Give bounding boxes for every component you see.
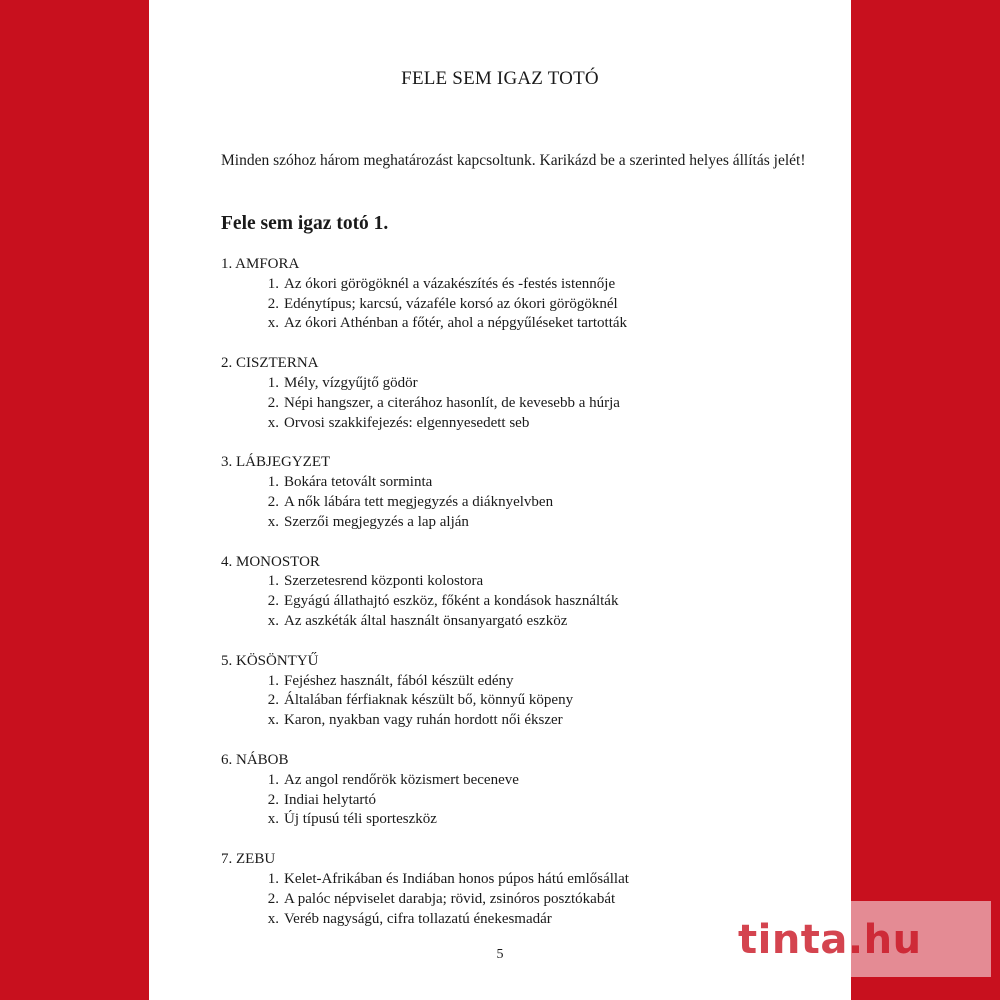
option-text: Az ókori görögöknél a vázakészítés és -festés istennője xyxy=(284,275,616,292)
question-item xyxy=(221,453,821,552)
question-item xyxy=(221,354,821,453)
option-text: Népi hangszer, a citerához hasonlít, de kevesebb a húrja xyxy=(284,394,620,411)
book-page xyxy=(149,0,851,1000)
option-key: x. xyxy=(267,612,279,629)
question-heading: 3. LÁBJEGYZET xyxy=(221,454,331,471)
page-number: 5 xyxy=(496,947,504,962)
option-text: A palóc népviselet darabja; rövid, zsinóros posztókabát xyxy=(284,890,616,907)
answer-option xyxy=(221,910,821,930)
option-text: A nők lábára tett megjegyzés a diáknyelvben xyxy=(284,493,554,510)
answer-option xyxy=(221,493,821,513)
answer-option xyxy=(221,314,821,334)
option-key: 1. xyxy=(267,771,279,788)
option-key: 1. xyxy=(267,374,279,391)
option-text: Orvosi szakkifejezés: elgennyesedett seb xyxy=(284,414,530,431)
answer-option xyxy=(221,672,821,692)
option-text: Karon, nyakban vagy ruhán hordott női ékszer xyxy=(284,712,563,729)
question-list xyxy=(221,255,821,949)
question-item xyxy=(221,652,821,751)
answer-option xyxy=(221,711,821,731)
option-text: Mély, vízgyűjtő gödör xyxy=(284,374,418,391)
answer-option xyxy=(221,295,821,315)
answer-option xyxy=(221,890,821,910)
answer-option xyxy=(221,810,821,830)
option-text: Veréb nagyságú, cifra tollazatú énekesmadár xyxy=(284,910,552,927)
option-text: Szerzői megjegyzés a lap alján xyxy=(284,513,469,530)
option-key: x. xyxy=(267,712,279,729)
option-text: Edénytípus; karcsú, vázaféle korsó az ókori görögöknél xyxy=(284,295,618,312)
option-text: Szerzetesrend központi kolostora xyxy=(284,573,484,590)
answer-option xyxy=(221,275,821,295)
option-text: Bokára tetovált sorminta xyxy=(284,474,433,491)
question-item xyxy=(221,553,821,652)
answer-option xyxy=(221,771,821,791)
option-key: 2. xyxy=(267,493,279,510)
question-heading: 2. CISZTERNA xyxy=(221,355,319,372)
watermark-logo: tinta.hu xyxy=(738,917,922,963)
option-key: x. xyxy=(267,513,279,530)
option-key: 2. xyxy=(267,295,279,312)
option-text: Az angol rendőrök közismert beceneve xyxy=(284,771,519,788)
section-title: Fele sem igaz totó 1. xyxy=(221,213,389,234)
page-title: FELE SEM IGAZ TOTÓ xyxy=(401,68,599,89)
answer-option xyxy=(221,374,821,394)
option-key: 2. xyxy=(267,692,279,709)
option-key: 1. xyxy=(267,672,279,689)
question-heading: 6. NÁBOB xyxy=(221,751,289,768)
answer-option xyxy=(221,394,821,414)
option-text: Általában férfiaknak készült bő, könnyű köpeny xyxy=(284,692,574,709)
option-key: x. xyxy=(267,315,279,332)
answer-option xyxy=(221,791,821,811)
option-key: 2. xyxy=(267,593,279,610)
answer-option xyxy=(221,513,821,533)
answer-option xyxy=(221,592,821,612)
option-text: Egyágú állathajtó eszköz, főként a kondások használták xyxy=(284,593,619,610)
option-key: 1. xyxy=(267,275,279,292)
option-key: 2. xyxy=(267,890,279,907)
question-item xyxy=(221,850,821,949)
option-key: x. xyxy=(267,910,279,927)
question-item xyxy=(221,751,821,850)
answer-option xyxy=(221,612,821,632)
option-key: 2. xyxy=(267,394,279,411)
option-key: 1. xyxy=(267,474,279,491)
answer-option xyxy=(221,691,821,711)
option-key: 1. xyxy=(267,573,279,590)
option-key: x. xyxy=(267,811,279,828)
question-item xyxy=(221,255,821,354)
option-text: Indiai helytartó xyxy=(284,791,377,808)
answer-option xyxy=(221,870,821,890)
answer-option xyxy=(221,414,821,434)
answer-option xyxy=(221,473,821,493)
intro-text: Minden szóhoz három meghatározást kapcsoltunk. Karikázd be a szerinted helyes állítás jelét! xyxy=(221,152,806,169)
question-heading: 1. AMFORA xyxy=(221,256,300,272)
answer-option xyxy=(221,572,821,592)
question-heading: 5. KÖSÖNTYŰ xyxy=(221,652,319,669)
option-text: Az aszkéták által használt önsanyargató eszköz xyxy=(284,612,568,629)
question-heading: 4. MONOSTOR xyxy=(221,553,320,570)
option-key: x. xyxy=(267,414,279,431)
question-heading: 7. ZEBU xyxy=(221,851,276,868)
option-text: Fejéshez használt, fából készült edény xyxy=(284,672,514,689)
option-key: 2. xyxy=(267,791,279,808)
option-text: Az ókori Athénban a főtér, ahol a népgyűléseket tartották xyxy=(284,315,628,332)
option-text: Kelet-Afrikában és Indiában honos púpos hátú emlősállat xyxy=(284,870,629,887)
option-text: Új típusú téli sporteszköz xyxy=(284,811,437,828)
option-key: 1. xyxy=(267,870,279,887)
